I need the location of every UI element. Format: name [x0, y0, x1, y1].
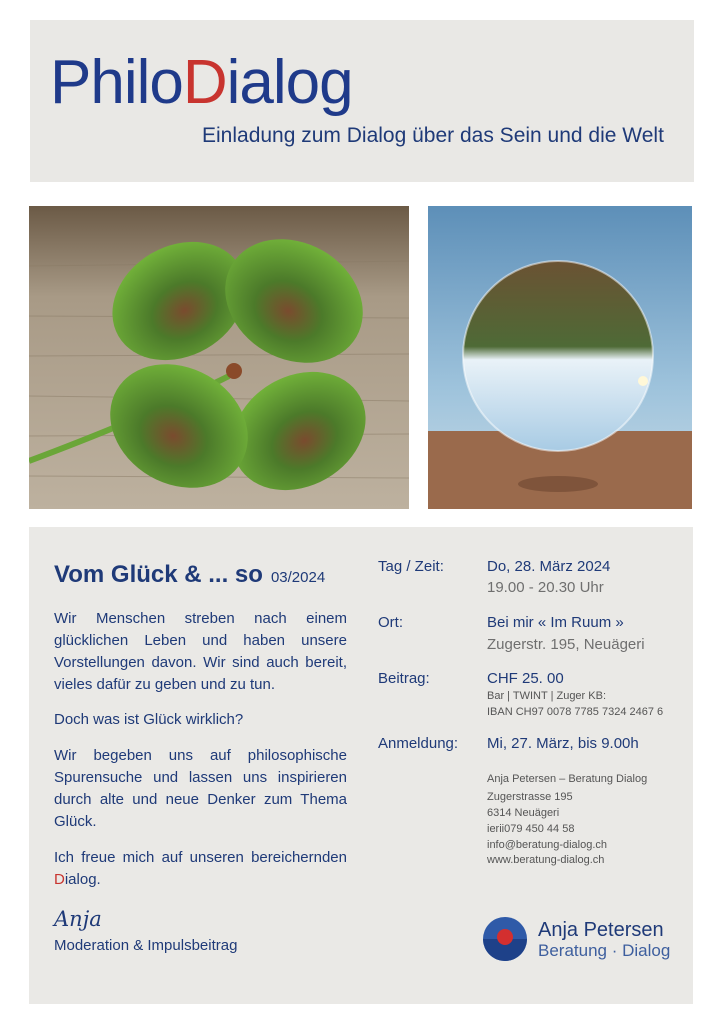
brand-accent: D: [182, 48, 227, 117]
closing-part2: ialog.: [64, 871, 101, 888]
intro-paragraph: Wir Menschen streben nach einem glücklichen Leben und haben unsere Vorstellungen davon. Wir sind auch bereit, vieles dafür zu geben und zu tun.: [54, 610, 347, 693]
contact-city: 6314 Neuägeri: [487, 807, 560, 819]
logo-tagline: Beratung · Dialog: [538, 941, 671, 960]
moderation-label: Moderation & Impulsbeitrag: [54, 937, 238, 954]
header-panel: [30, 20, 694, 182]
logo-icon: [482, 916, 528, 962]
signature: Anja: [54, 907, 102, 931]
brand-part1: Philo: [50, 48, 183, 117]
header-subtitle: Einladung zum Dialog über das Sein und die Welt: [202, 124, 664, 147]
glass-ball-photo: [428, 206, 692, 509]
contact-street: Zugerstrasse 195: [487, 791, 573, 803]
contact-name: Anja Petersen – Beratung Dialog: [487, 773, 648, 785]
contact-email[interactable]: info@beratung-dialog.ch: [487, 839, 608, 851]
description-paragraph: Wir begeben uns auf philosophische Spurensuche und lassen uns inspirieren durch alte und neue Denker zum Thema Glück.: [54, 747, 347, 830]
registration-value: Mi, 27. März, bis 9.00h: [487, 735, 639, 752]
contact-website[interactable]: www.beratung-dialog.ch: [487, 854, 605, 866]
event-heading: [54, 561, 325, 589]
event-title: Vom Glück & ... so: [54, 561, 263, 588]
registration-label: Anmeldung:: [378, 735, 459, 752]
fee-value: CHF 25. 00: [487, 670, 564, 687]
place-value: Bei mir « Im Ruum »: [487, 614, 624, 631]
closing-part1: Ich freue mich auf unseren bereichernden: [54, 849, 347, 866]
place-label: Ort:: [378, 614, 403, 631]
closing-accent: D: [54, 871, 65, 888]
event-number: 03/2024: [270, 569, 326, 586]
fee-iban: IBAN CH97 0078 7785 7324 2467 6: [487, 706, 664, 718]
brand-title: [50, 48, 353, 117]
closing-paragraph: [54, 847, 347, 891]
question-paragraph: Doch was ist Glück wirklich?: [54, 711, 244, 728]
contact-phone: ierii079 450 44 58: [487, 823, 575, 835]
time-value: 19.00 - 20.30 Uhr: [487, 579, 604, 596]
date-label: Tag / Zeit:: [378, 558, 444, 575]
info-panel: [29, 527, 693, 1004]
clover-photo: [29, 206, 409, 509]
fee-label: Beitrag:: [378, 670, 430, 687]
logo-name: Anja Petersen: [538, 919, 664, 941]
place-address: Zugerstr. 195, Neuägeri: [487, 636, 645, 653]
fee-payment: Bar | TWINT | Zuger KB:: [487, 690, 607, 702]
brand-part2: ialog: [226, 48, 353, 117]
date-value: Do, 28. März 2024: [487, 558, 611, 575]
